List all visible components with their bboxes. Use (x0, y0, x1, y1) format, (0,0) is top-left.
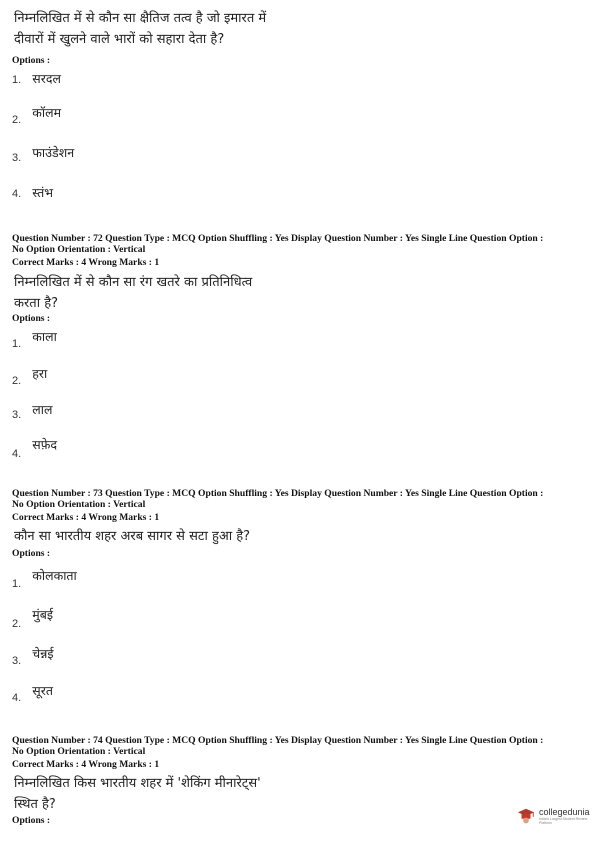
question-73-meta-line1: Question Number : 73 Question Type : MCQ Option Shuffling : Yes Display Question Number : Yes Single Line Question Option : (12, 488, 544, 499)
option-row (12, 643, 54, 667)
option-number: 3. (12, 152, 22, 164)
graduate-cap-icon (517, 807, 535, 825)
options-label: Options : (12, 55, 51, 66)
option-text: लाल (32, 402, 53, 417)
options-label: Options : (12, 815, 51, 826)
option-number: 4. (12, 692, 22, 704)
option-number: 4. (12, 448, 22, 460)
question-73-text-line1: कौन सा भारतीय शहर अरब सागर से सटा हुआ है? (14, 529, 251, 544)
option-number: 1. (12, 578, 22, 590)
question-72-meta-line1: Question Number : 72 Question Type : MCQ Option Shuffling : Yes Display Question Number : Yes Single Line Question Option : (12, 233, 544, 244)
option-row (12, 604, 54, 630)
question-72-meta-line2: No Option Orientation : Vertical (12, 244, 146, 255)
option-number: 2. (12, 375, 22, 387)
options-label: Options : (12, 548, 51, 559)
option-number: 1. (12, 338, 22, 350)
option-text: स्तंभ (32, 185, 54, 200)
options-label: Options : (12, 313, 51, 324)
question-74-meta-line1: Question Number : 74 Question Type : MCQ Option Shuffling : Yes Display Question Number : Yes Single Line Question Option : (12, 735, 544, 746)
option-text: फाउंडेशन (32, 145, 75, 160)
question-72-text-line1: निम्नलिखित में से कौन सा रंग खतरे का प्रतिनिधित्व (14, 275, 253, 290)
option-text: हरा (32, 366, 48, 381)
option-number: 2. (12, 618, 22, 630)
question-74-marks: Correct Marks : 4 Wrong Marks : 1 (12, 759, 160, 770)
option-row (12, 68, 61, 87)
question-74-meta-line2: No Option Orientation : Vertical (12, 746, 146, 757)
question-73-meta-line2: No Option Orientation : Vertical (12, 499, 146, 510)
option-text: कोलकाता (32, 568, 77, 583)
option-text: काला (32, 329, 57, 344)
question-73-marks: Correct Marks : 4 Wrong Marks : 1 (12, 512, 160, 523)
logo-tagline: India's Largest Student Review Platform (539, 816, 588, 825)
option-text: चेन्नई (32, 646, 54, 661)
option-number: 3. (12, 655, 22, 667)
question-74-text-line2: स्थित है? (14, 797, 56, 812)
option-text: मुंबई (32, 607, 54, 622)
option-row (12, 680, 53, 704)
option-text: कॉलम (32, 105, 62, 120)
option-row (12, 182, 53, 201)
option-row (12, 363, 48, 387)
option-row (12, 326, 57, 350)
option-text: सफ़ेद (32, 437, 58, 452)
logo-name: collegedunia (539, 806, 590, 817)
option-row (12, 434, 58, 460)
question-71-text-line2: दीवारों में खुलने वाले भारों को सहारा देता है? (14, 32, 225, 47)
question-72-marks: Correct Marks : 4 Wrong Marks : 1 (12, 257, 160, 268)
option-text: सरदल (32, 71, 61, 86)
question-74-text-line1: निम्नलिखित किस भारतीय शहर में 'शेकिंग मीनारेट्स' (14, 776, 261, 791)
option-row (12, 399, 53, 421)
option-row (12, 146, 74, 165)
question-72-text-line2: करता है? (14, 296, 59, 311)
option-number: 2. (12, 114, 22, 126)
option-text: सूरत (32, 683, 53, 698)
collegedunia-logo (517, 807, 595, 825)
question-71-text-line1: निम्नलिखित में से कौन सा क्षैतिज तत्व है जो इमारत में (14, 11, 267, 26)
option-row (12, 105, 62, 127)
option-number: 3. (12, 409, 22, 421)
option-number: 4. (12, 188, 22, 200)
option-row (12, 565, 77, 590)
option-number: 1. (12, 74, 22, 86)
